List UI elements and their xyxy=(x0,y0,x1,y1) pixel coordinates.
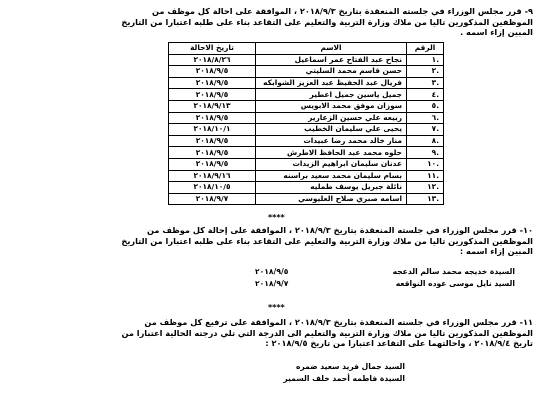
row-number: .١٣ xyxy=(407,193,444,205)
row-name: اسامه صبري صلاح العليوسي xyxy=(256,193,407,205)
row-name: نجاح عبد الفتاح عمر اسماعيل xyxy=(256,54,407,66)
header-date: تاريخ الاحالة xyxy=(169,43,256,55)
person-date: ٢٠١٨/٩/٧ xyxy=(255,278,289,288)
row-number: .٢ xyxy=(407,66,444,78)
person-name: السيدة خديجه محمد سالم الدعجه xyxy=(392,267,515,276)
item-10-people-list xyxy=(255,266,515,289)
table-row xyxy=(169,158,444,170)
row-date: ٢٠١٨/٩/٥ xyxy=(169,158,256,170)
row-number: .٣ xyxy=(407,77,444,89)
table-row xyxy=(169,147,444,159)
retirement-table xyxy=(168,42,444,205)
row-name: جميل ياسين جميل اعطير xyxy=(256,89,407,101)
separator-stars: **** xyxy=(268,213,285,222)
table-row xyxy=(169,112,444,124)
row-name: ربيعه علي حسين الزعارير xyxy=(256,112,407,124)
row-number: .٧ xyxy=(407,124,444,136)
row-number: .١ xyxy=(407,54,444,66)
item-9-paragraph: ٩- قرر مجلس الوزراء في جلسته المنعقدة بتاريخ ٢٠١٨/٩/٣ ، الموافقة على احالة كل موظف من الموظفين المذكورين تاليا من ملاك وزارة التربية والتعليم على التقاعد بناء على طلبه اعتبارا من التاريخ المبين إزاء اسمه . xyxy=(121,6,533,37)
row-date: ٢٠١٨/٩/٥ xyxy=(169,66,256,78)
row-date: ٢٠١٨/٩/٥ xyxy=(169,147,256,159)
list-item xyxy=(255,266,515,278)
list-item xyxy=(255,361,405,373)
row-number: .٦ xyxy=(407,112,444,124)
row-number: .٨ xyxy=(407,135,444,147)
table-row xyxy=(169,89,444,101)
row-name: بسام سليمان محمد سعيد براسنه xyxy=(256,170,407,182)
table-row xyxy=(169,170,444,182)
row-number: .٤ xyxy=(407,89,444,101)
table-row xyxy=(169,124,444,136)
person-name: السيدة فاطمه أحمد خلف السمير xyxy=(283,373,405,383)
person-name: السيد جمال فريد سعيد ضمره xyxy=(295,362,405,371)
item-11-people-list xyxy=(255,361,405,384)
row-date: ٢٠١٨/١٠/١ xyxy=(169,124,256,136)
row-number: .٩ xyxy=(407,147,444,159)
row-name: فريال عبد الحفيظ عبد العزيز الشوابكه xyxy=(256,77,407,89)
person-name: السيد نايل موسى عوده النواقعه xyxy=(395,278,515,288)
item-11-paragraph: ١١- قرر مجلس الوزراء في جلسته المنعقدة بتاريخ ٢٠١٨/٩/٣ ، الموافقة على ترفيع كل موظف من الموظفين المذكورين تاليا من ملاك وزارة التربية والتعليم الى الدرجة التي تلي درجته الحالية اعتبارا من تاريخ ٢٠١٨/٩/٤ ، واحالتهما على التقاعد اعتبارا من تاريخ ٢٠١٨/٩/٥ : xyxy=(121,317,533,348)
row-date: ٢٠١٨/٨/٢٦ xyxy=(169,54,256,66)
row-name: سوزان موفق محمد الابويس xyxy=(256,100,407,112)
row-date: ٢٠١٨/٩/٧ xyxy=(169,193,256,205)
row-date: ٢٠١٨/١٠/٥ xyxy=(169,182,256,194)
table-row xyxy=(169,54,444,66)
table-row xyxy=(169,182,444,194)
separator-stars: **** xyxy=(268,303,285,312)
row-date: ٢٠١٨/٩/٥ xyxy=(169,112,256,124)
list-item xyxy=(255,278,515,290)
row-name: عدنان سليمان ابراهيم الزيدات xyxy=(256,158,407,170)
item-10-paragraph: ١٠- قرر مجلس الوزراء في جلسته المنعقدة بتاريخ ٢٠١٨/٩/٣ ، الموافقة على إحالة كل موظف من الموظفين المذكورين تاليا من ملاك وزارة التربية والتعليم على التقاعد بناء على طلبه اعتبارا من التاريخ المبين إزاء اسمه : xyxy=(121,225,533,256)
header-name: الاسم xyxy=(256,43,407,55)
table-row xyxy=(169,100,444,112)
row-date: ٢٠١٨/٩/٥ xyxy=(169,89,256,101)
table-row xyxy=(169,135,444,147)
row-number: .١٢ xyxy=(407,182,444,194)
row-date: ٢٠١٨/٩/٥ xyxy=(169,135,256,147)
row-name: منار خالد محمد رضا عبيدات xyxy=(256,135,407,147)
row-date: ٢٠١٨/٩/١٣ xyxy=(169,100,256,112)
table-row xyxy=(169,66,444,78)
row-date: ٢٠١٨/٩/١٦ xyxy=(169,170,256,182)
row-name: حسن قاسم محمد السليتي xyxy=(256,66,407,78)
list-item xyxy=(255,373,405,385)
table-row xyxy=(169,77,444,89)
row-date: ٢٠١٨/٩/٥ xyxy=(169,77,256,89)
row-number: .٥ xyxy=(407,100,444,112)
row-name: يحيى علي سليمان الخطيب xyxy=(256,124,407,136)
row-name: حلوه محمد عبد الحافظ الاطرش xyxy=(256,147,407,159)
row-number: .١١ xyxy=(407,170,444,182)
row-number: .١٠ xyxy=(407,158,444,170)
row-name: نائلة جبريل يوسف طمليه xyxy=(256,182,407,194)
table-header-row xyxy=(169,43,444,55)
table-row xyxy=(169,193,444,205)
header-number: الرقم xyxy=(407,43,444,55)
person-date: ٢٠١٨/٩/٥ xyxy=(255,267,289,276)
